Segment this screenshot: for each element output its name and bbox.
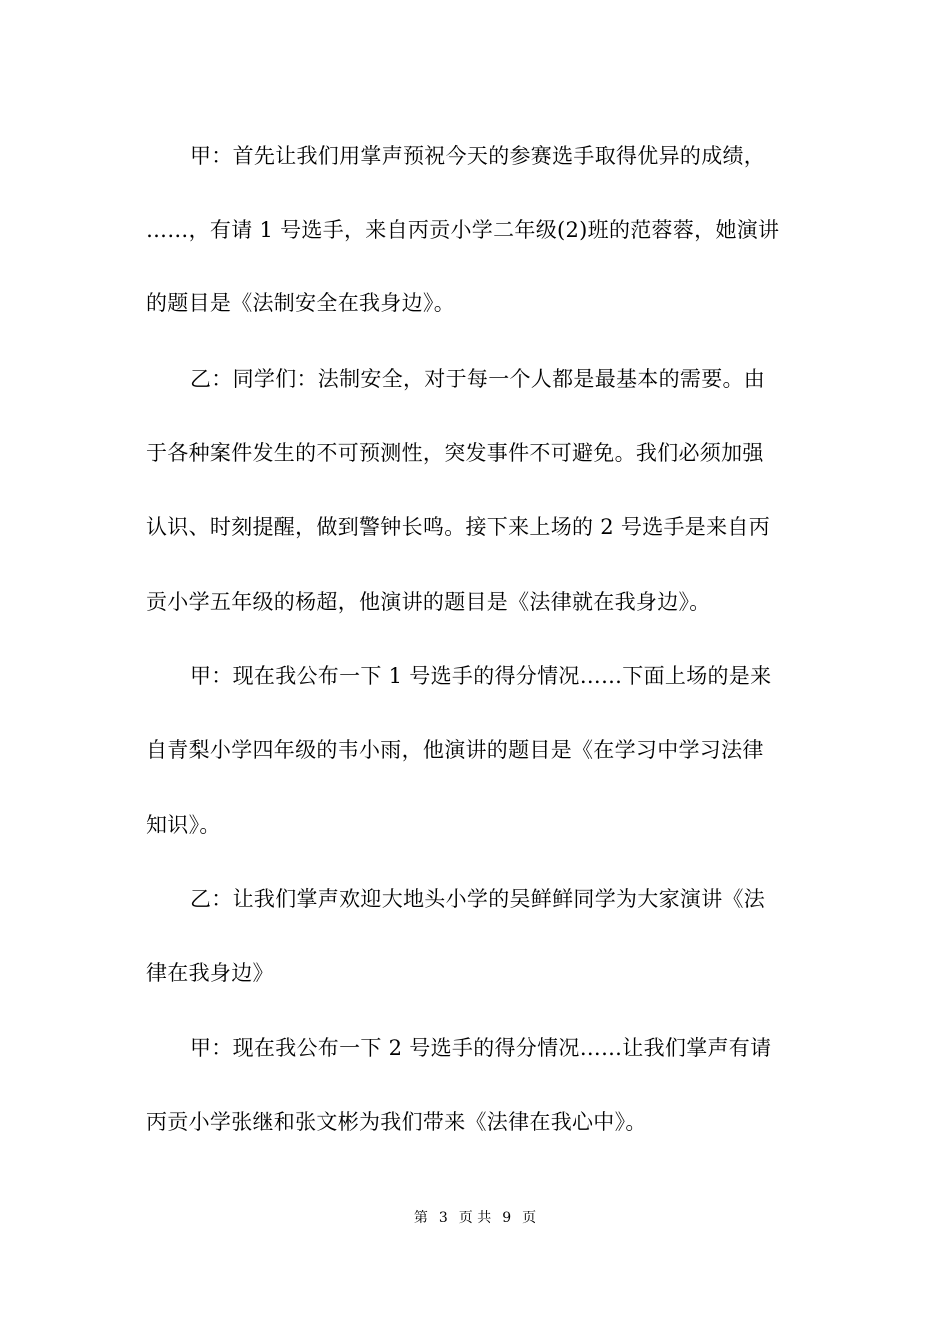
footer-current-page: 3 xyxy=(438,1210,448,1226)
paragraph-1-line-3: 的题目是《法制安全在我身边》。 xyxy=(146,291,455,315)
paragraph-3-line-1: 甲：现在我公布一下 1 号选手的得分情况……下面上场的是来 xyxy=(190,664,772,688)
footer-suffix: 页 xyxy=(522,1210,537,1226)
paragraph-5-line-2: 丙贡小学张继和张文彬为我们带来《法律在我心中》。 xyxy=(146,1110,647,1134)
paragraph-2-line-1: 乙：同学们：法制安全，对于每一个人都是最基本的需要。由 xyxy=(190,367,766,391)
footer-total-pages: 9 xyxy=(502,1210,512,1226)
paragraph-3-line-2: 自青梨小学四年级的韦小雨，他演讲的题目是《在学习中学习法律 xyxy=(146,738,764,762)
paragraph-1-line-2: ……，有请 1 号选手，来自丙贡小学二年级(2)班的范蓉蓉，她演讲 xyxy=(146,218,780,242)
paragraph-2-line-2: 于各种案件发生的不可预测性，突发事件不可避免。我们必须加强 xyxy=(146,441,764,465)
footer-middle: 页 共 xyxy=(458,1210,492,1226)
paragraph-4-line-1: 乙：让我们掌声欢迎大地头小学的吴鲜鲜同学为大家演讲《法 xyxy=(190,887,766,911)
page-footer xyxy=(0,1208,950,1228)
paragraph-5-line-1: 甲：现在我公布一下 2 号选手的得分情况……让我们掌声有请 xyxy=(190,1036,772,1060)
paragraph-4-line-2: 律在我身边》 xyxy=(146,961,274,985)
paragraph-2-line-4: 贡小学五年级的杨超，他演讲的题目是《法律就在我身边》。 xyxy=(146,590,711,614)
paragraph-1-line-1: 甲：首先让我们用掌声预祝今天的参赛选手取得优异的成绩， xyxy=(190,144,766,168)
footer-prefix: 第 xyxy=(413,1210,428,1226)
paragraph-3-line-3: 知识》。 xyxy=(146,813,221,837)
paragraph-2-line-3: 认识、时刻提醒，做到警钟长鸣。接下来上场的 2 号选手是来自丙 xyxy=(146,515,771,539)
